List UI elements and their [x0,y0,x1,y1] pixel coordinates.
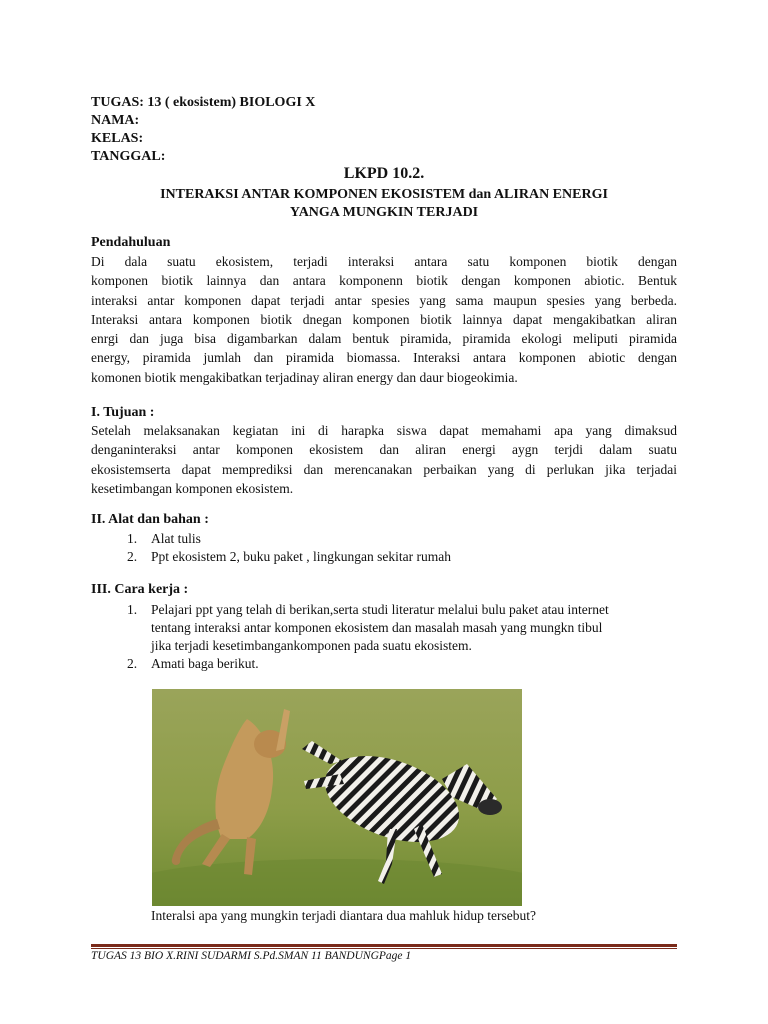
materials-heading: II. Alat dan bahan : [91,512,209,527]
list-text: Pelajari ppt yang telah di berikan,serta studi literatur melalui bulu paket atau internet [151,602,609,617]
document-title-line2: YANGA MUNGKIN TERJADI [289,205,479,220]
list-text: jika terjadi kesetimbangankomponen pada suatu ekosistem. [151,638,472,653]
procedure-heading: III. Cara kerja : [91,582,189,597]
list-text: Alat tulis [151,531,201,546]
paragraph-line: komponen biotik lainnya dan antara komponenn biotik dengan komponen abiotic. Bentuk [91,273,677,289]
list-number: 1. [127,531,138,546]
list-text: tentang interaksi antar komponen ekosistem dan masalah masah yang mungkn tibul [151,620,603,635]
paragraph-line: kesetimbangan komponen ekosistem. [91,480,294,496]
date-field-label: TANGGAL: [91,149,166,164]
footer-divider-thin [91,948,677,949]
assignment-title: TUGAS: 13 ( ekosistem) BIOLOGI X [91,95,316,110]
paragraph-line: interaksi antar komponen dapat terjadi antar spesies yang sama maupun spesies yang berbeda. [91,292,677,308]
paragraph-line: Interaksi antara komponen biotik dnegan komponen biotik lainnya dapat mengakibatkan aliran [91,311,677,327]
paragraph-line: Setelah melaksanakan kegiatan ini di harapka siswa dapat memahami apa yang dimaksud [91,423,677,438]
objective-paragraph [91,421,677,498]
page-footer: TUGAS 13 BIO X.RINI SUDARMI S.Pd.SMAN 11 BANDUNGPage 1 [91,950,412,962]
list-number: 2. [127,656,138,671]
footer-divider [91,944,677,947]
list-text: Ppt ekosistem 2, buku paket , lingkungan sekitar rumah [151,549,451,564]
introduction-paragraph [91,252,677,387]
name-field-label: NAMA: [91,113,140,128]
paragraph-line: enrgi dan juga bisa digambarkan dalam bentuk piramida, piramida ekologi meliputi piramida [91,331,677,347]
objective-heading: I. Tujuan : [91,405,155,420]
lion-zebra-photo [152,689,522,906]
list-item [127,530,627,548]
paragraph-line: Di dala suatu ekosistem, terjadi interaksi antara satu komponen biotik dengan [91,254,677,269]
photo-caption: Interalsi apa yang mungkin terjadi diantara dua mahluk hidup tersebut? [151,908,537,923]
paragraph-line: denganinteraksi antar komponen ekosistem dan aliran energi aygn terjdi dalam suatu [91,442,677,458]
paragraph-line: ekosistemserta dapat memprediksi dan merencanakan perbaikan yang di perlukan jika terjadai [91,461,677,477]
list-item [127,601,657,655]
introduction-heading: Pendahuluan [91,235,171,250]
paragraph-line: komonen biotik mengakibatkan terjadinay aliran energy dan daur biogeokimia. [91,369,518,385]
list-text: Amati baga berikut. [151,656,259,671]
list-item [127,655,657,673]
list-number: 2. [127,549,138,564]
lkpd-number: LKPD 10.2. [343,165,425,182]
list-item [127,548,627,566]
document-title-line1: INTERAKSI ANTAR KOMPONEN EKOSISTEM dan ALIRAN ENERGI [160,187,608,202]
class-field-label: KELAS: [91,131,144,146]
paragraph-line: energy, piramida jumlah dan piramida biomassa. Interaksi antara komponen abiotic dengan [91,350,677,366]
list-number: 1. [127,602,138,617]
